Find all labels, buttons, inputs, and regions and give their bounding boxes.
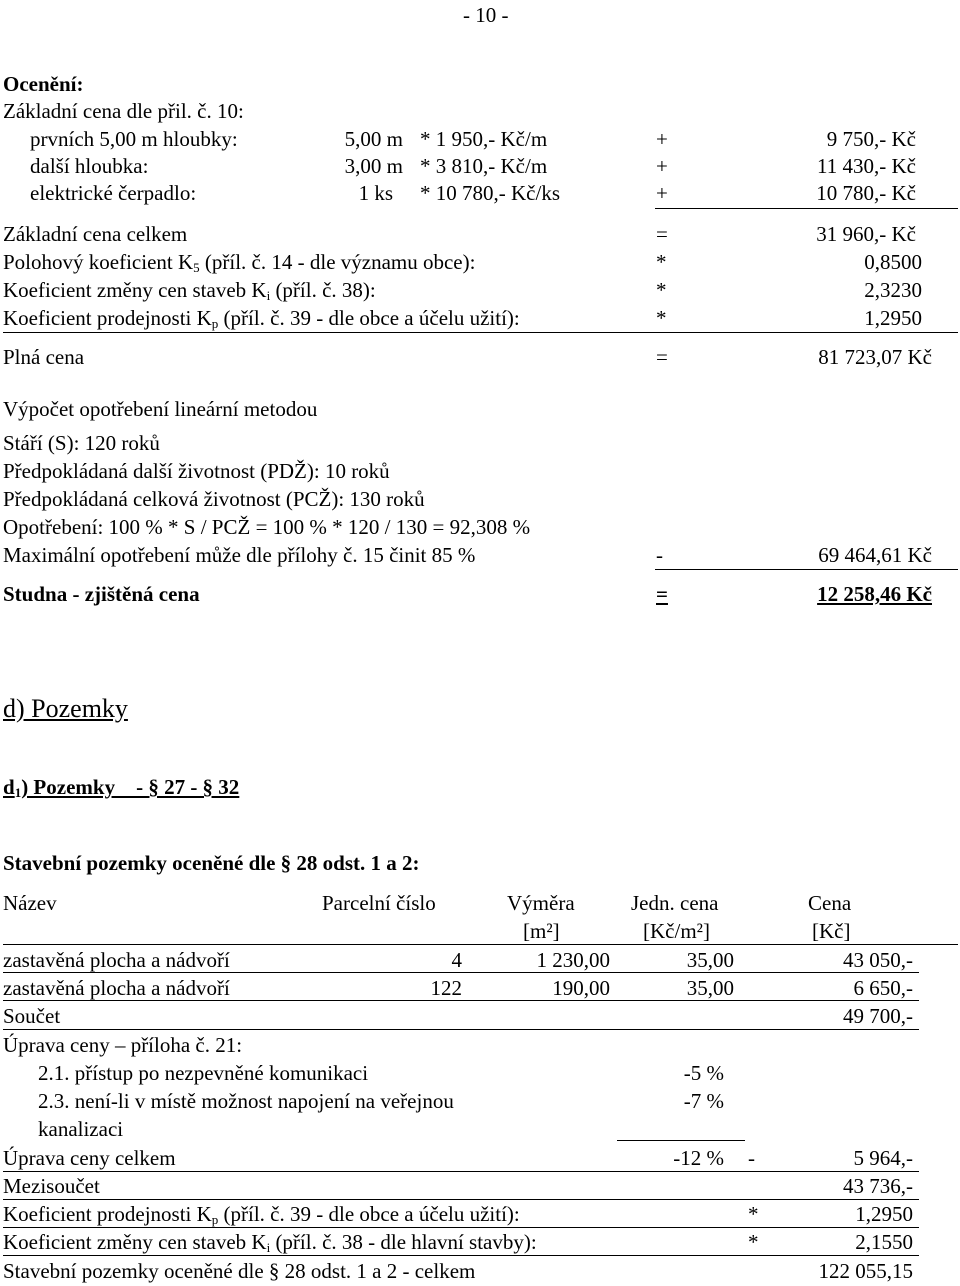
well-price-label: Studna - zjištěná cena — [3, 582, 200, 606]
kp-label — [3, 1202, 520, 1226]
col-header-unit-price: Jedn. cena — [631, 891, 719, 915]
depreciation-remaining: Předpokládaná další životnost (PDŽ): 10 roků — [3, 459, 390, 483]
section-heading: d) Pozemky — [3, 694, 128, 723]
adjustment-total-label: Úprava ceny celkem — [3, 1146, 176, 1170]
coef-sub: i — [266, 288, 271, 303]
item-label: další hloubka: — [30, 154, 149, 178]
depreciation-value: 69 464,61 Kč — [818, 543, 932, 567]
full-price-label: Plná cena — [3, 345, 85, 369]
item-price: * 10 780,- Kč/ks — [420, 181, 560, 205]
cell-price: 43 050,- — [843, 948, 913, 972]
depreciation-wear: Opotřebení: 100 % * S / PCŽ = 100 % * 120 / 130 = 92,308 % — [3, 515, 531, 539]
item-qty: 5,00 m — [344, 127, 403, 151]
coef-text: (příl. č. 14 - dle významu obce): — [199, 250, 476, 274]
coef-op: * — [656, 306, 667, 330]
col-header-area: Výměra — [507, 891, 575, 915]
row-rule — [3, 1171, 919, 1172]
row-rule — [3, 1227, 919, 1228]
coef-text: Koeficient prodejnosti K — [3, 306, 212, 330]
heading-text: ) Pozemky - § 27 - § 32 — [21, 775, 240, 799]
coef-sub: p — [211, 1212, 219, 1227]
col-header-area-unit: [m²] — [523, 919, 560, 943]
coef-text: (příl. č. 39 - dle obce a účelu užití): — [218, 306, 520, 330]
coef-text: (příl. č. 38 - dle hlavní stavby): — [270, 1230, 537, 1254]
item-price: * 3 810,- Kč/m — [420, 154, 548, 178]
adjustment-total-op: - — [748, 1146, 755, 1170]
ki-value: 2,1550 — [855, 1230, 913, 1254]
row-rule — [3, 1029, 919, 1030]
cell-parcel: 4 — [451, 948, 462, 972]
kp-op: * — [748, 1202, 759, 1226]
item-op: + — [656, 181, 668, 205]
cell-area: 1 230,00 — [536, 948, 610, 972]
row-rule — [3, 1255, 919, 1256]
item-qty: 3,00 m — [344, 154, 403, 178]
coef-sub: 5 — [193, 260, 200, 275]
cell-price: 6 650,- — [853, 976, 913, 1000]
item-total: 9 750,- Kč — [826, 127, 916, 151]
page-number: - 10 - — [463, 3, 509, 27]
base-total-label: Základní cena celkem — [3, 222, 188, 246]
ki-op: * — [748, 1230, 759, 1254]
adjustment-total-value: 5 964,- — [853, 1146, 913, 1170]
col-header-parcel: Parcelní číslo — [322, 891, 436, 915]
sum-rule — [655, 208, 958, 209]
row-rule — [3, 1000, 919, 1001]
item-qty: 1 ks — [358, 181, 393, 205]
full-price-value: 81 723,07 Kč — [818, 345, 932, 369]
coef-op: * — [656, 250, 667, 274]
final-value: 122 055,15 — [818, 1259, 913, 1283]
adjustment-item-label: 2.1. přístup po nezpevněné komunikaci — [38, 1061, 369, 1085]
item-op: + — [656, 127, 668, 151]
depreciation-age: Stáří (S): 120 roků — [3, 431, 160, 455]
cell-name: zastavěná plocha a nádvoří — [3, 976, 230, 1000]
col-header-unit-price-unit: [Kč/m²] — [643, 919, 710, 943]
cell-parcel: 122 — [430, 976, 462, 1000]
col-header-price: Cena — [808, 891, 852, 915]
depreciation-op: - — [656, 543, 663, 567]
depreciation-total-life: Předpokládaná celková životnost (PCŽ): 130 roků — [3, 487, 425, 511]
coef-value: 0,8500 — [864, 250, 922, 274]
final-label: Stavební pozemky oceněné dle § 28 odst. 1 a 2 - celkem — [3, 1259, 476, 1283]
coef-sub: i — [266, 1240, 271, 1255]
coef-value: 1,2950 — [864, 306, 922, 330]
cell-unit-price: 35,00 — [686, 948, 734, 972]
price-change-coefficient — [3, 278, 376, 302]
subtotal-label: Mezisoučet — [3, 1174, 100, 1198]
coef-op: * — [656, 278, 667, 302]
sum-value: 49 700,- — [843, 1004, 913, 1028]
ki-label — [3, 1230, 537, 1254]
item-label: prvních 5,00 m hloubky: — [30, 127, 238, 151]
separator-rule — [655, 569, 958, 570]
base-total-op: = — [656, 222, 668, 246]
row-rule — [3, 1199, 919, 1200]
position-coefficient — [3, 250, 475, 274]
separator-rule — [3, 332, 958, 333]
subtotal-value: 43 736,- — [843, 1174, 913, 1198]
base-price-label: Základní cena dle přil. č. 10: — [3, 99, 244, 123]
coef-sub: p — [211, 316, 219, 331]
adjustment-sum-rule — [617, 1140, 745, 1141]
depreciation-max-label: Maximální opotřebení může dle přílohy č. 15 činit 85 % — [3, 543, 476, 567]
row-rule — [3, 972, 919, 973]
building-plots-heading: Stavební pozemky oceněné dle § 28 odst. 1 a 2: — [3, 851, 420, 875]
heading-sub: 1 — [14, 785, 22, 800]
item-total: 11 430,- Kč — [817, 154, 916, 178]
table-header-rule — [3, 944, 958, 945]
well-price-value: 12 258,46 Kč — [817, 582, 932, 606]
coef-text: (příl. č. 39 - dle obce a účelu užití): — [218, 1202, 520, 1226]
coef-text: (příl. č. 38): — [270, 278, 376, 302]
kp-value: 1,2950 — [855, 1202, 913, 1226]
full-price-op: = — [656, 345, 668, 369]
valuation-heading: Ocenění: — [3, 72, 84, 96]
sum-label: Součet — [3, 1004, 61, 1028]
coef-value: 2,3230 — [864, 278, 922, 302]
heading-text: d — [3, 775, 15, 799]
item-total: 10 780,- Kč — [816, 181, 916, 205]
coef-text: Koeficient prodejnosti K — [3, 1202, 212, 1226]
well-price-op: = — [656, 582, 668, 606]
cell-unit-price: 35,00 — [686, 976, 734, 1000]
item-op: + — [656, 154, 668, 178]
item-label: elektrické čerpadlo: — [30, 181, 197, 205]
base-total-value: 31 960,- Kč — [816, 222, 916, 246]
cell-name: zastavěná plocha a nádvoří — [3, 948, 230, 972]
item-price: * 1 950,- Kč/m — [420, 127, 548, 151]
adjustment-total-pct: -12 % — [673, 1146, 724, 1170]
col-header-price-unit: [Kč] — [812, 919, 851, 943]
coef-text: Polohový koeficient K — [3, 250, 194, 274]
cell-area: 190,00 — [552, 976, 610, 1000]
adjustment-item-value: -5 % — [683, 1061, 724, 1085]
adjustment-item-value: -7 % — [683, 1089, 724, 1113]
col-header-name: Název — [3, 891, 57, 915]
coef-text: Koeficient změny cen staveb K — [3, 1230, 267, 1254]
adjustment-item-label: 2.3. není-li v místě možnost napojení na veřejnou — [38, 1089, 454, 1113]
subsection-heading — [3, 775, 239, 799]
depreciation-title: Výpočet opotřebení lineární metodou — [3, 397, 318, 421]
saleability-coefficient — [3, 306, 520, 330]
adjustment-title: Úprava ceny – příloha č. 21: — [3, 1033, 243, 1057]
coef-text: Koeficient změny cen staveb K — [3, 278, 267, 302]
adjustment-item-label-continued: kanalizaci — [38, 1117, 124, 1141]
